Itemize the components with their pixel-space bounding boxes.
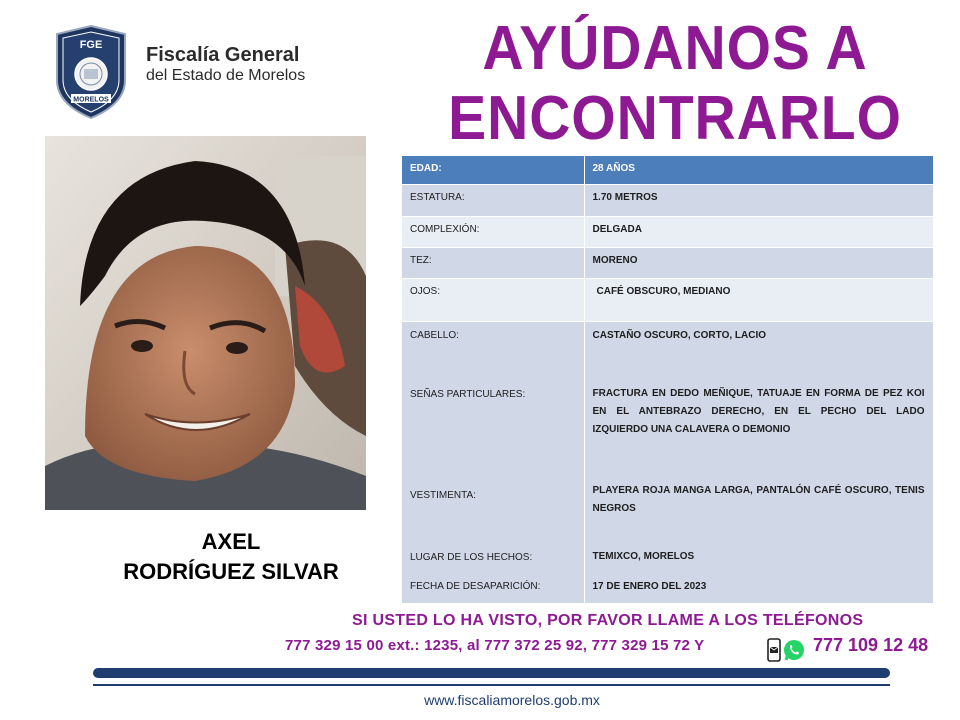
headline-line2: ENCONTRARLO <box>448 84 902 153</box>
label-age: EDAD: <box>402 156 584 184</box>
row-age <box>402 156 933 184</box>
value-location: TEMIXCO, MORELOS <box>592 550 695 562</box>
label-date: FECHA DE DESAPARICIÓN: <box>410 580 541 592</box>
value-eyes: CAFÉ OBSCURO, MEDIANO <box>584 278 933 321</box>
mobile-phone-icon <box>768 639 780 661</box>
phone-numbers: 777 329 15 00 ext.: 1235, al 777 372 25 92, 777 329 15 72 Y <box>285 637 705 654</box>
label-height: ESTATURA: <box>402 184 584 216</box>
value-skin: MORENO <box>584 247 933 278</box>
label-eyes: OJOS: <box>402 278 584 321</box>
row-eyes <box>402 278 933 321</box>
label-marks: SEÑAS PARTICULARES: <box>410 388 526 400</box>
row-build <box>402 216 933 247</box>
organization-name <box>146 44 366 86</box>
person-name <box>96 527 366 587</box>
website-link[interactable]: www.fiscaliamorelos.gob.mx <box>424 692 600 708</box>
whatsapp-icon <box>784 640 804 660</box>
whatsapp-number: 777 109 12 48 <box>813 635 929 655</box>
label-hair: CABELLO: <box>410 329 459 341</box>
value-clothing: PLAYERA ROJA MANGA LARGA, PANTALÓN CAFÉ OSCURO, TENIS NEGROS <box>592 484 925 514</box>
row-height <box>402 184 933 216</box>
fge-badge-logo <box>53 24 129 120</box>
person-first-name: AXEL <box>201 529 261 554</box>
value-date: 17 DE ENERO DEL 2023 <box>592 580 707 592</box>
value-marks: FRACTURA EN DEDO MEÑIQUE, TATUAJE EN FORMA DE PEZ KOI EN EL ANTEBRAZO DERECHO, EN EL PECHO DEL LADO IZQUIERDO UNA CALAVERA O DEMONIO <box>592 387 925 435</box>
row-extended-details <box>402 321 933 604</box>
value-height: 1.70 METROS <box>584 184 933 216</box>
divider-thick <box>93 668 890 678</box>
value-age: 28 AÑOS <box>584 156 933 184</box>
badge-bottom-text: MORELOS <box>73 96 109 104</box>
row-skin <box>402 247 933 278</box>
org-name-line1: Fiscalía General <box>146 44 300 66</box>
call-to-action-heading: SI USTED LO HA VISTO, POR FAVOR LLAME A LOS TELÉFONOS <box>352 612 864 629</box>
badge-text: FGE <box>79 39 103 51</box>
label-skin: TEZ: <box>402 247 584 278</box>
value-hair: CASTAÑO OSCURO, CORTO, LACIO <box>592 329 767 341</box>
label-clothing: VESTIMENTA: <box>410 489 476 501</box>
headline <box>422 14 928 154</box>
contact-icons <box>766 638 806 662</box>
headline-line1: AYÚDANOS A <box>482 14 868 83</box>
person-details-table <box>402 156 934 604</box>
divider-thin <box>93 684 890 686</box>
missing-person-photo <box>45 136 366 510</box>
label-build: COMPLEXIÓN: <box>402 216 584 247</box>
label-location: LUGAR DE LOS HECHOS: <box>410 551 533 563</box>
value-build: DELGADA <box>584 216 933 247</box>
org-name-line2: del Estado de Morelos <box>146 67 306 84</box>
person-last-name: RODRÍGUEZ SILVAR <box>123 559 339 584</box>
